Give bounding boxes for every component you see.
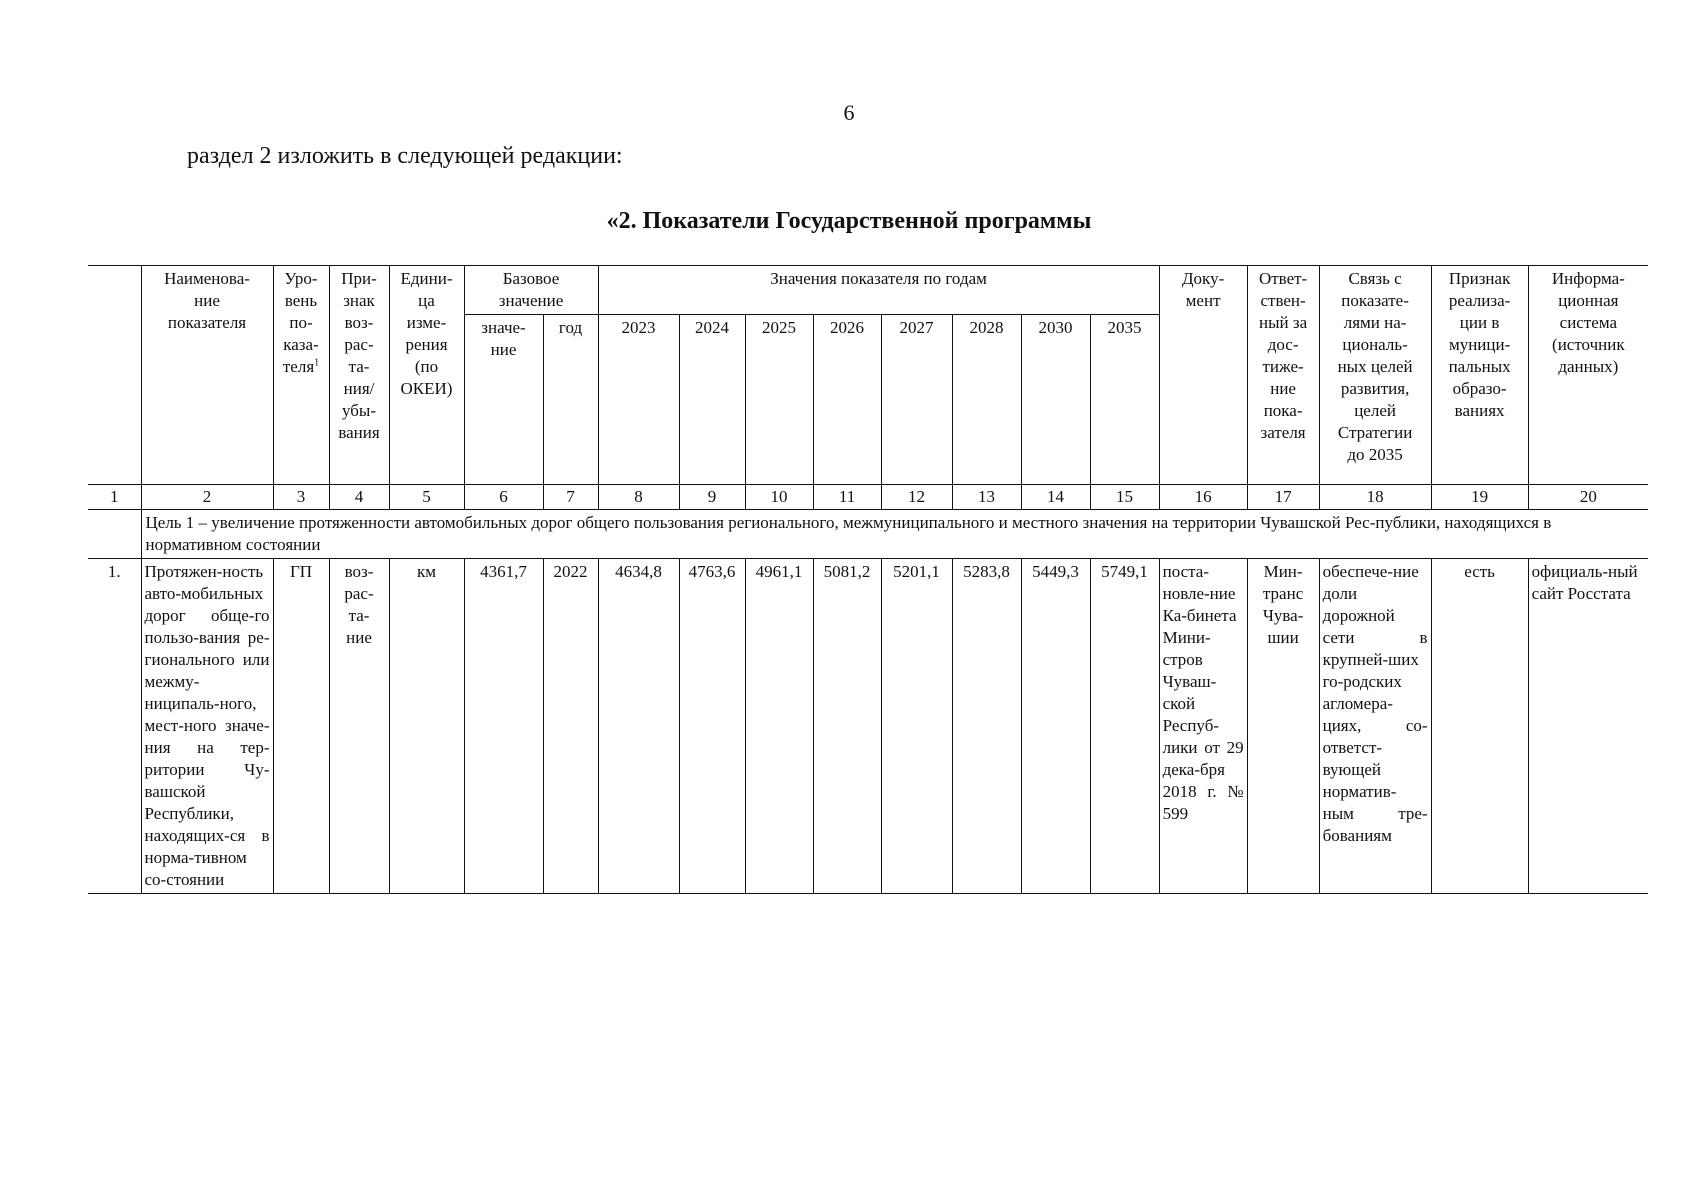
column-number: 4 [329, 485, 389, 510]
header-document: Доку- мент [1159, 266, 1247, 485]
header-name: Наименова- ние показателя [141, 266, 273, 485]
header-base: Базовое значение [464, 266, 598, 315]
column-number: 20 [1528, 485, 1648, 510]
base-value: 4361,7 [464, 559, 543, 894]
header-year: 2023 [598, 315, 679, 485]
year-value: 5201,1 [881, 559, 952, 894]
column-number: 1 [88, 485, 141, 510]
column-number: 16 [1159, 485, 1247, 510]
header-trend: При- знак воз- рас- та- ния/ убы- вания [329, 266, 389, 485]
column-number: 10 [745, 485, 813, 510]
header-years-title: Значения показателя по годам [598, 266, 1159, 315]
header-year: 2030 [1021, 315, 1090, 485]
header-level [273, 266, 329, 485]
header-unit: Едини- ца изме- рения (по ОКЕИ) [389, 266, 464, 485]
indicator-municipal: есть [1431, 559, 1528, 894]
column-numbers-row [88, 485, 1648, 510]
column-number: 3 [273, 485, 329, 510]
goal-num-cell [88, 510, 141, 559]
column-number: 6 [464, 485, 543, 510]
header-year: 2028 [952, 315, 1021, 485]
header-year: 2025 [745, 315, 813, 485]
header-responsible: Ответ- ствен- ный за дос- тиже- ние пока- зателя [1247, 266, 1319, 485]
header-infosystem: Информа- ционная система (источник данных) [1528, 266, 1648, 485]
page-number: 6 [843, 100, 855, 125]
column-number: 8 [598, 485, 679, 510]
column-number: 14 [1021, 485, 1090, 510]
header-year: 2026 [813, 315, 881, 485]
column-number: 11 [813, 485, 881, 510]
header-year: 2024 [679, 315, 745, 485]
column-number: 7 [543, 485, 598, 510]
header-row-1 [88, 266, 1648, 315]
header-level-footnote: 1 [314, 357, 320, 369]
indicator-document: поста-новле-ние Ка-бинета Мини-стров Чуваш-ской Респуб-лики от 29 дека-бря 2018 г. № 599 [1159, 559, 1247, 894]
year-value: 4634,8 [598, 559, 679, 894]
goal-text: Цель 1 – увеличение протяженности автомобильных дорог общего пользования регионального, межмуниципального и местного значения на территории Чувашской Рес-публики, находящихся в нормативном состоянии [141, 510, 1648, 559]
indicator-name: Протяжен-ность авто-мобильных дорог обще-го пользо-вания ре-гионального или межму-ниципаль-ного, мест-ного значе-ния на тер-ритории Чу-вашской Республики, находящих-ся в норма-тивном со-стоянии [141, 559, 273, 894]
header-base-value: значе- ние [464, 315, 543, 485]
indicators-table [88, 265, 1648, 894]
header-municipal: Признак реализа- ции в муници- пальных образо- ваниях [1431, 266, 1528, 485]
indicator-trend: воз- рас- та- ние [329, 559, 389, 894]
table-row [88, 559, 1648, 894]
base-year: 2022 [543, 559, 598, 894]
column-number: 9 [679, 485, 745, 510]
year-value: 5283,8 [952, 559, 1021, 894]
column-number: 13 [952, 485, 1021, 510]
column-number: 2 [141, 485, 273, 510]
column-number: 18 [1319, 485, 1431, 510]
year-value: 5449,3 [1021, 559, 1090, 894]
header-level-text: Уро- вень по- каза- теля [282, 269, 319, 376]
year-value: 4961,1 [745, 559, 813, 894]
column-number: 12 [881, 485, 952, 510]
indicator-level: ГП [273, 559, 329, 894]
indicator-link: обеспече-ние доли дорожной сети в крупней-ших го-родских агломера-циях, со-ответст-вующей норматив-ным тре-бованиям [1319, 559, 1431, 894]
column-number: 17 [1247, 485, 1319, 510]
header-year: 2027 [881, 315, 952, 485]
header-base-year: год [543, 315, 598, 485]
year-value: 5749,1 [1090, 559, 1159, 894]
header-num [88, 266, 141, 485]
indicator-infosystem: официаль-ный сайт Росстата [1528, 559, 1648, 894]
column-number: 15 [1090, 485, 1159, 510]
column-number: 19 [1431, 485, 1528, 510]
year-value: 4763,6 [679, 559, 745, 894]
indicator-unit: км [389, 559, 464, 894]
indicator-responsible: Мин- транс Чува- шии [1247, 559, 1319, 894]
row-number: 1. [88, 559, 141, 894]
header-year: 2035 [1090, 315, 1159, 485]
intro-text: раздел 2 изложить в следующей редакции: [187, 143, 623, 169]
header-link: Связь с показате- лями на- циональ- ных целей развития, целей Стратегии до 2035 [1319, 266, 1431, 485]
goal-row [88, 510, 1648, 559]
column-number: 5 [389, 485, 464, 510]
year-value: 5081,2 [813, 559, 881, 894]
section-title: «2. Показатели Государственной программы [606, 208, 1092, 234]
